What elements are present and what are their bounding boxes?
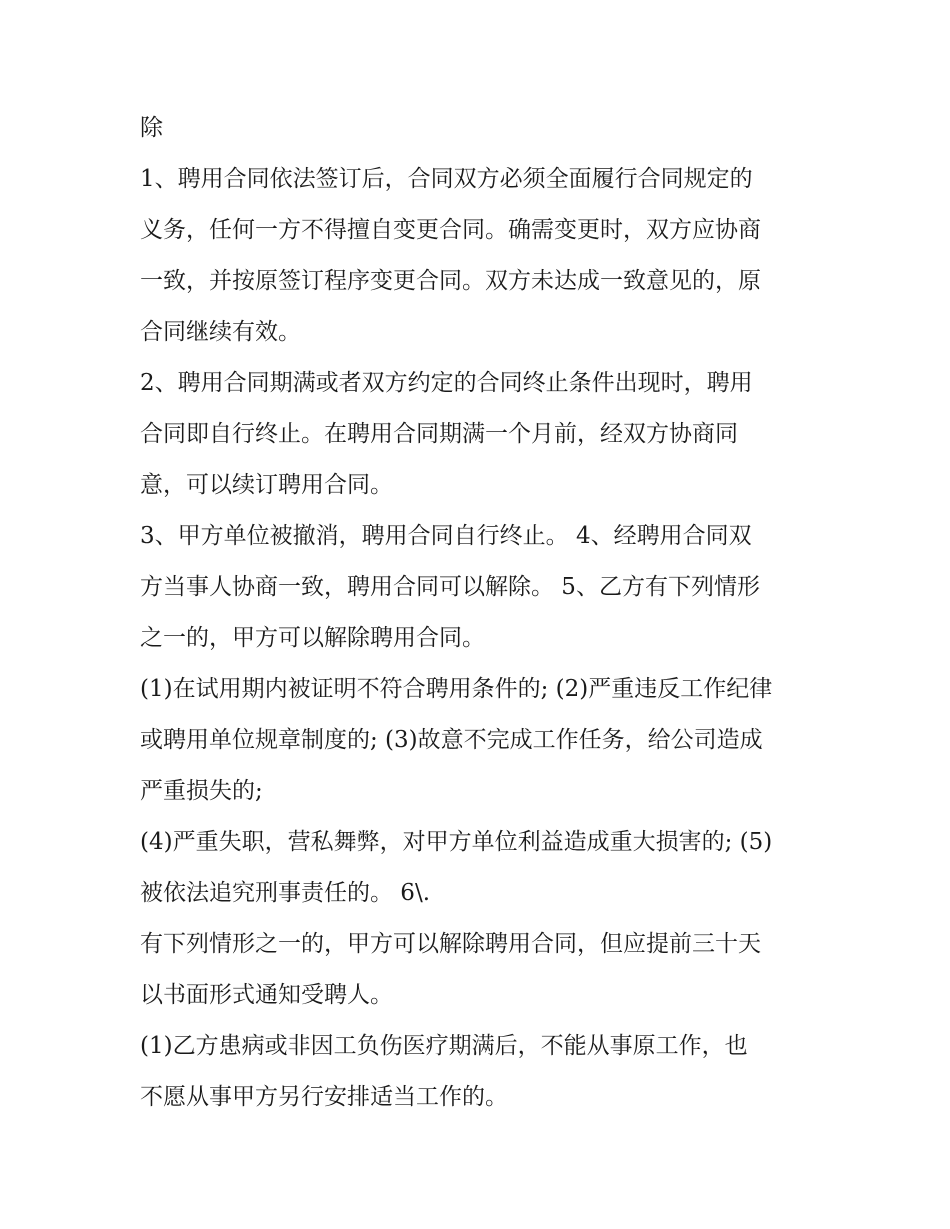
text-line: 严重损失的; — [140, 778, 263, 804]
text-line: 合同继续有效。 — [140, 319, 301, 345]
text-line: (4)严重失职，营私舞弊，对甲方单位利益造成重大损害的; (5) — [140, 829, 773, 855]
text-line: 3、甲方单位被撤消，聘用合同自行终止。 4、经聘用合同双 — [140, 523, 752, 549]
paragraph-clause-3-5 — [140, 511, 820, 664]
text-line: 意，可以续订聘用合同。 — [140, 472, 393, 498]
paragraph-clause-1 — [140, 154, 820, 358]
paragraph-items-4-6 — [140, 817, 820, 919]
text-line: 以书面形式通知受聘人。 — [140, 982, 393, 1008]
text-line: 1、聘用合同依法签订后，合同双方必须全面履行合同规定的 — [140, 166, 753, 192]
paragraph-notice-item-1 — [140, 1021, 820, 1123]
paragraph-heading-fragment — [140, 103, 820, 154]
text-line: 之一的，甲方可以解除聘用合同。 — [140, 625, 485, 651]
paragraph-clause-2 — [140, 358, 820, 511]
paragraph-notice-clause — [140, 919, 820, 1021]
text-line: 有下列情形之一的，甲方可以解除聘用合同，但应提前三十天 — [140, 931, 761, 957]
text-line: 不愿从事甲方另行安排适当工作的。 — [140, 1084, 508, 1110]
text-line: (1)乙方患病或非因工负伤医疗期满后，不能从事原工作，也 — [140, 1033, 748, 1059]
text-line: 被依法追究刑事责任的。 6\. — [140, 880, 431, 906]
text-line: 除 — [140, 115, 163, 141]
document-body — [140, 103, 820, 1123]
text-line: (1)在试用期内被证明不符合聘用条件的; (2)严重违反工作纪律 — [140, 676, 773, 702]
text-line: 或聘用单位规章制度的; (3)故意不完成工作任务，给公司造成 — [140, 727, 763, 753]
text-line: 义务，任何一方不得擅自变更合同。确需变更时，双方应协商 — [140, 217, 761, 243]
paragraph-items-1-3 — [140, 664, 820, 817]
text-line: 一致，并按原签订程序变更合同。双方未达成一致意见的，原 — [140, 268, 761, 294]
text-line: 方当事人协商一致，聘用合同可以解除。 5、乙方有下列情形 — [140, 574, 760, 600]
text-line: 合同即自行终止。在聘用合同期满一个月前，经双方协商同 — [140, 421, 738, 447]
text-line: 2、聘用合同期满或者双方约定的合同终止条件出现时，聘用 — [140, 370, 753, 396]
